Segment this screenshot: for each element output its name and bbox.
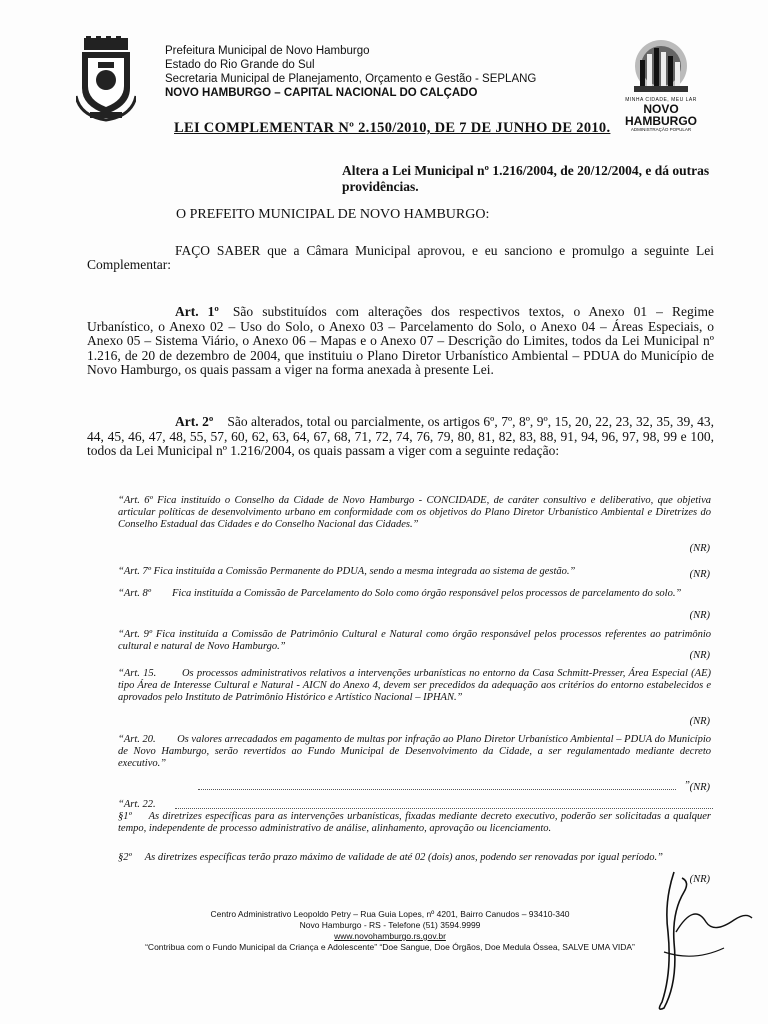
article-2-label: Art. 2º: [175, 414, 214, 429]
logo-name: NOVO HAMBURGO: [625, 102, 697, 128]
nr-marker: (NR): [689, 543, 710, 554]
footer-campaign: “Contribua com o Fundo Municipal da Criança e Adolescente” “Doe Sangue, Doe Órgãos, Doe Medula Óssea, SALVE UMA VIDA”: [145, 942, 635, 952]
quote-art-15: “Art. 15. Os processos administrativos relativos a intervenções urbanísticas no entorno da Casa Schmitt-Presser, Área Especial (AE) tipo Área de Interesse Cultural e Natural - AICN do Anexo 4, devem ser precedidos da adequação aos critérios do entorno estabelecidos e aprovados pelo Instituto de Patrimônio Histórico e Artístico Nacional – IPHAN.”: [118, 668, 714, 704]
institution-header: [165, 44, 536, 100]
page-footer: [100, 909, 680, 953]
header-line-2: Estado do Rio Grande do Sul: [165, 59, 315, 71]
footer-address: Centro Administrativo Leopoldo Petry – Rua Guia Lopes, nº 4201, Bairro Canudos – 93410-340: [210, 909, 570, 919]
header-line-1: Prefeitura Municipal de Novo Hamburgo: [165, 45, 370, 57]
quote-art-8: “Art. 8º Fica instituída a Comissão de Parcelamento do Solo como órgão responsável pelos processos de parcelamento do solo.”: [118, 588, 682, 599]
logo-subtitle: ADMINISTRAÇÃO POPULAR: [630, 127, 692, 132]
article-2: [87, 415, 714, 459]
quote-art-9: “Art. 9º Fica instituída a Comissão de Patrimônio Cultural e Natural como órgão responsável pelos processos referentes ao patrimônio cultural e natural de Novo Hamburgo.”: [118, 629, 711, 653]
quote-art-22-par-2: §2º As diretrizes específicas terão prazo máximo de validade de até 02 (dois) anos, podendo ser renovadas por igual período.”: [118, 852, 664, 863]
nr-marker: (NR): [689, 716, 710, 727]
footer-phone: Novo Hamburgo - RS - Telefone (51) 3594.9999: [299, 920, 481, 930]
ellipsis-line: [175, 808, 713, 809]
city-logo-icon: [626, 38, 696, 94]
header-line-3: Secretaria Municipal de Planejamento, Orçamento e Gestão - SEPLANG: [165, 73, 537, 85]
nr-marker: (NR): [689, 650, 710, 661]
novo-hamburgo-logo: [606, 38, 716, 130]
header-line-4: NOVO HAMBURGO – CAPITAL NACIONAL DO CALÇADO: [165, 87, 478, 99]
nr-marker: (NR): [689, 569, 710, 580]
enactment-paragraph: FAÇO SABER que a Câmara Municipal aprovou, e eu sanciono e promulgo a seguinte Lei Complementar:: [87, 243, 714, 272]
article-2-text: São alterados, total ou parcialmente, os artigos 6º, 7º, 8º, 9º, 15, 20, 22, 23, 32, 35, 39, 43, 44, 45, 46, 47, 48, 55, 57, 60, 62, 63, 64, 67, 68, 71, 72, 74, 76, 79, 80, 81, 82, 83, 88, 91, 94, 96, 97, 98, 99 e 100, todos da Lei Municipal nº 1.216/2004, os quais passam a viger com a seguinte redação:: [87, 414, 714, 459]
quote-art-22-par-1: §1º As diretrizes específicas para as intervenções urbanísticas, fixadas mediante decreto executivo, poderão ser solicitadas a qualquer tempo, independente de processo administrativo de análise, alinhamento, aprovação ou licenciamento.: [118, 811, 714, 835]
quote-art-6: “Art. 6º Fica instituído o Conselho da Cidade de Novo Hamburgo - CONCIDADE, de caráter consultivo e deliberativo, que objetiva articular políticas de desenvolvimento urbano em conformidade com os objetivos do Plano Diretor Urbanístico Ambiental e Diretrizes do Conselho Estadual das Cidades e do Conselho Nacional das Cidades.”: [118, 495, 711, 531]
nr-marker: (NR): [689, 610, 710, 621]
nr-marker: (NR): [689, 782, 710, 793]
logo-slogan: MINHA CIDADE, MEU LAR: [625, 97, 697, 103]
quote-art-20: “Art. 20. Os valores arrecadados em pagamento de multas por infração ao Plano Diretor Urbanístico Ambiental – PDUA do Município de Novo Hamburgo, serão revertidos ao Fundo Municipal de Desenvolvimento da Cidade, a ser regulamentado mediante decreto executivo.”: [118, 734, 714, 770]
article-1-text: São substituídos com alterações dos respectivos textos, o Anexo 01 – Regime Urbanístico, o Anexo 02 – Uso do Solo, o Anexo 03 – Parcelamento do Solo, o Anexo 04 – Áreas Especiais, o Anexo 05 – Sistema Viário, o Anexo 06 – Mapas e o Anexo 07 – Descrição do Limites, todos da Lei Municipal nº 1.216, de 20 de dezembro de 2004, que instituiu o Plano Diretor Urbanístico Ambiental – PDUA do Município de Novo Hamburgo, os quais passam a viger na forma anexada à presente Lei.: [87, 304, 714, 378]
coat-of-arms-icon: [76, 36, 136, 122]
quote-art-7: “Art. 7º Fica instituída a Comissão Permanente do PDUA, sendo a mesma integrada ao sistema de gestão.”: [118, 566, 576, 577]
signature-icon: [634, 862, 754, 1012]
footer-website-link[interactable]: www.novohamburgo.rs.gov.br: [334, 931, 446, 941]
law-title: LEI COMPLEMENTAR Nº 2.150/2010, DE 7 DE JUNHO DE 2010.: [174, 120, 611, 136]
quote-art-22-head: “Art. 22.: [118, 799, 156, 810]
closing-quote: ”: [684, 780, 690, 791]
article-1: [87, 305, 714, 378]
article-1-label: Art. 1º: [175, 304, 219, 319]
nr-marker: (NR): [689, 874, 710, 885]
law-summary: Altera a Lei Municipal nº 1.216/2004, de 20/12/2004, e dá outras providências.: [342, 163, 710, 194]
mayor-heading: O PREFEITO MUNICIPAL DE NOVO HAMBURGO:: [176, 207, 490, 222]
